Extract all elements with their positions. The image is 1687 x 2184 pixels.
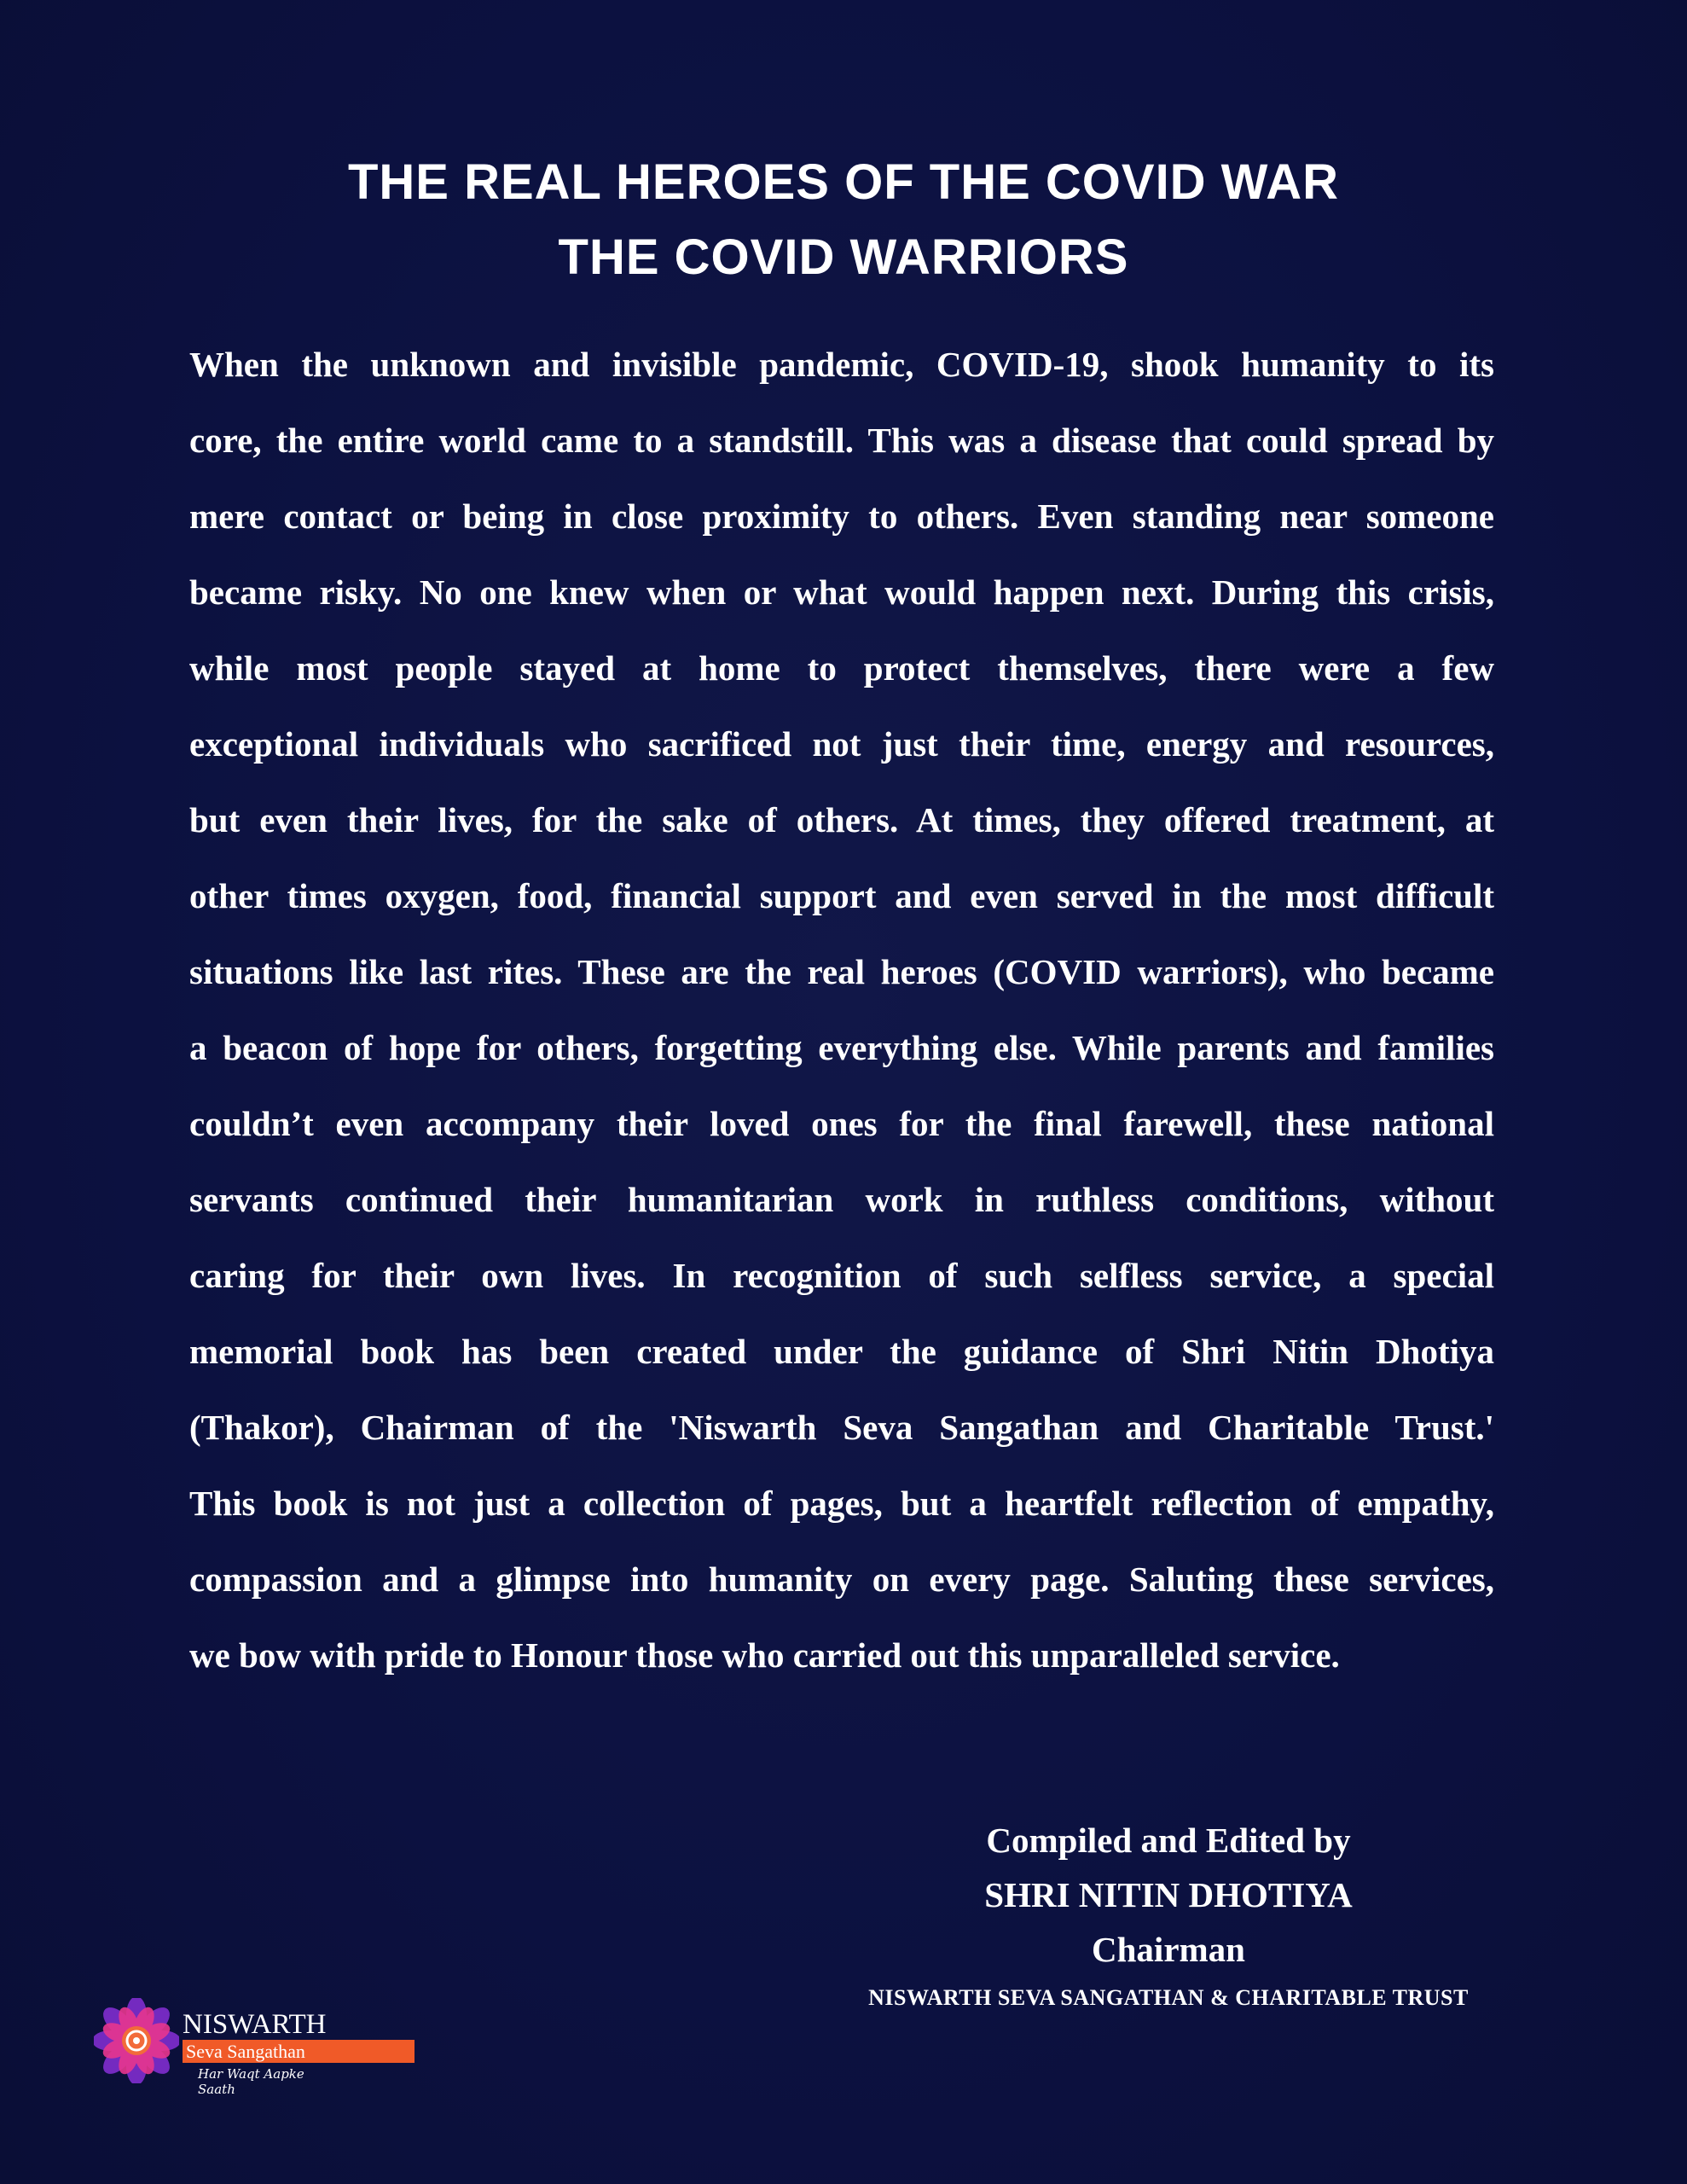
editor-name: SHRI NITIN DHOTIYA xyxy=(984,1875,1353,1914)
body-line: caring for their own lives. In recognition of such selfless service, a special xyxy=(189,1256,1494,1295)
organization-logo xyxy=(94,1995,341,2097)
lotus-icon xyxy=(94,1998,179,2083)
editor-role: Chairman xyxy=(1092,1930,1245,1969)
body-paragraph xyxy=(189,327,1494,1693)
body-line: memorial book has been created under the guidance of Shri Nitin Dhotiya xyxy=(189,1332,1494,1371)
body-line: exceptional individuals who sacrificed not just their time, energy and resources, xyxy=(189,724,1494,764)
body-line: couldn’t even accompany their loved ones for the final farewell, these national xyxy=(189,1104,1494,1143)
body-line: situations like last rites. These are the real heroes (COVID warriors), who became xyxy=(189,952,1494,991)
logo-wordmark: NISWARTH xyxy=(183,2009,327,2040)
body-line: while most people stayed at home to protect themselves, there were a few xyxy=(189,648,1494,688)
organization-name: NISWARTH SEVA SANGATHAN & CHARITABLE TRUST xyxy=(868,1985,1469,2010)
page-title xyxy=(0,145,1687,295)
body-line: mere contact or being in close proximity to others. Even standing near someone xyxy=(189,497,1494,536)
body-line: became risky. No one knew when or what would happen next. During this crisis, xyxy=(189,572,1494,612)
title-line-1: THE REAL HEROES OF THE COVID WAR xyxy=(347,154,1339,210)
body-line: This book is not just a collection of pages, but a heartfelt reflection of empathy, xyxy=(189,1484,1494,1523)
compiled-by-label: Compiled and Edited by xyxy=(986,1821,1351,1860)
body-line: (Thakor), Chairman of the 'Niswarth Seva Sangathan and Charitable Trust.' xyxy=(189,1408,1494,1447)
body-line: other times oxygen, food, financial support and even served in the most difficult xyxy=(189,876,1494,915)
title-line-2: THE COVID WARRIORS xyxy=(558,229,1129,285)
body-line: core, the entire world came to a standstill. This was a disease that could spread by xyxy=(189,421,1494,460)
signature-block xyxy=(836,1813,1501,2019)
body-line: a beacon of hope for others, forgetting everything else. While parents and families xyxy=(189,1028,1494,1067)
body-line: When the unknown and invisible pandemic, COVID-19, shook humanity to its xyxy=(189,345,1494,384)
body-line: but even their lives, for the sake of others. At times, they offered treatment, at xyxy=(189,800,1494,839)
logo-subtitle: Seva Sangathan xyxy=(183,2040,415,2063)
body-line: we bow with pride to Honour those who carried out this unparalleled service. xyxy=(189,1635,1340,1675)
body-line: compassion and a glimpse into humanity on every page. Saluting these services, xyxy=(189,1560,1494,1599)
body-line: servants continued their humanitarian work in ruthless conditions, without xyxy=(189,1180,1494,1219)
logo-tagline: Har Waqt Aapke Saath xyxy=(198,2066,304,2097)
